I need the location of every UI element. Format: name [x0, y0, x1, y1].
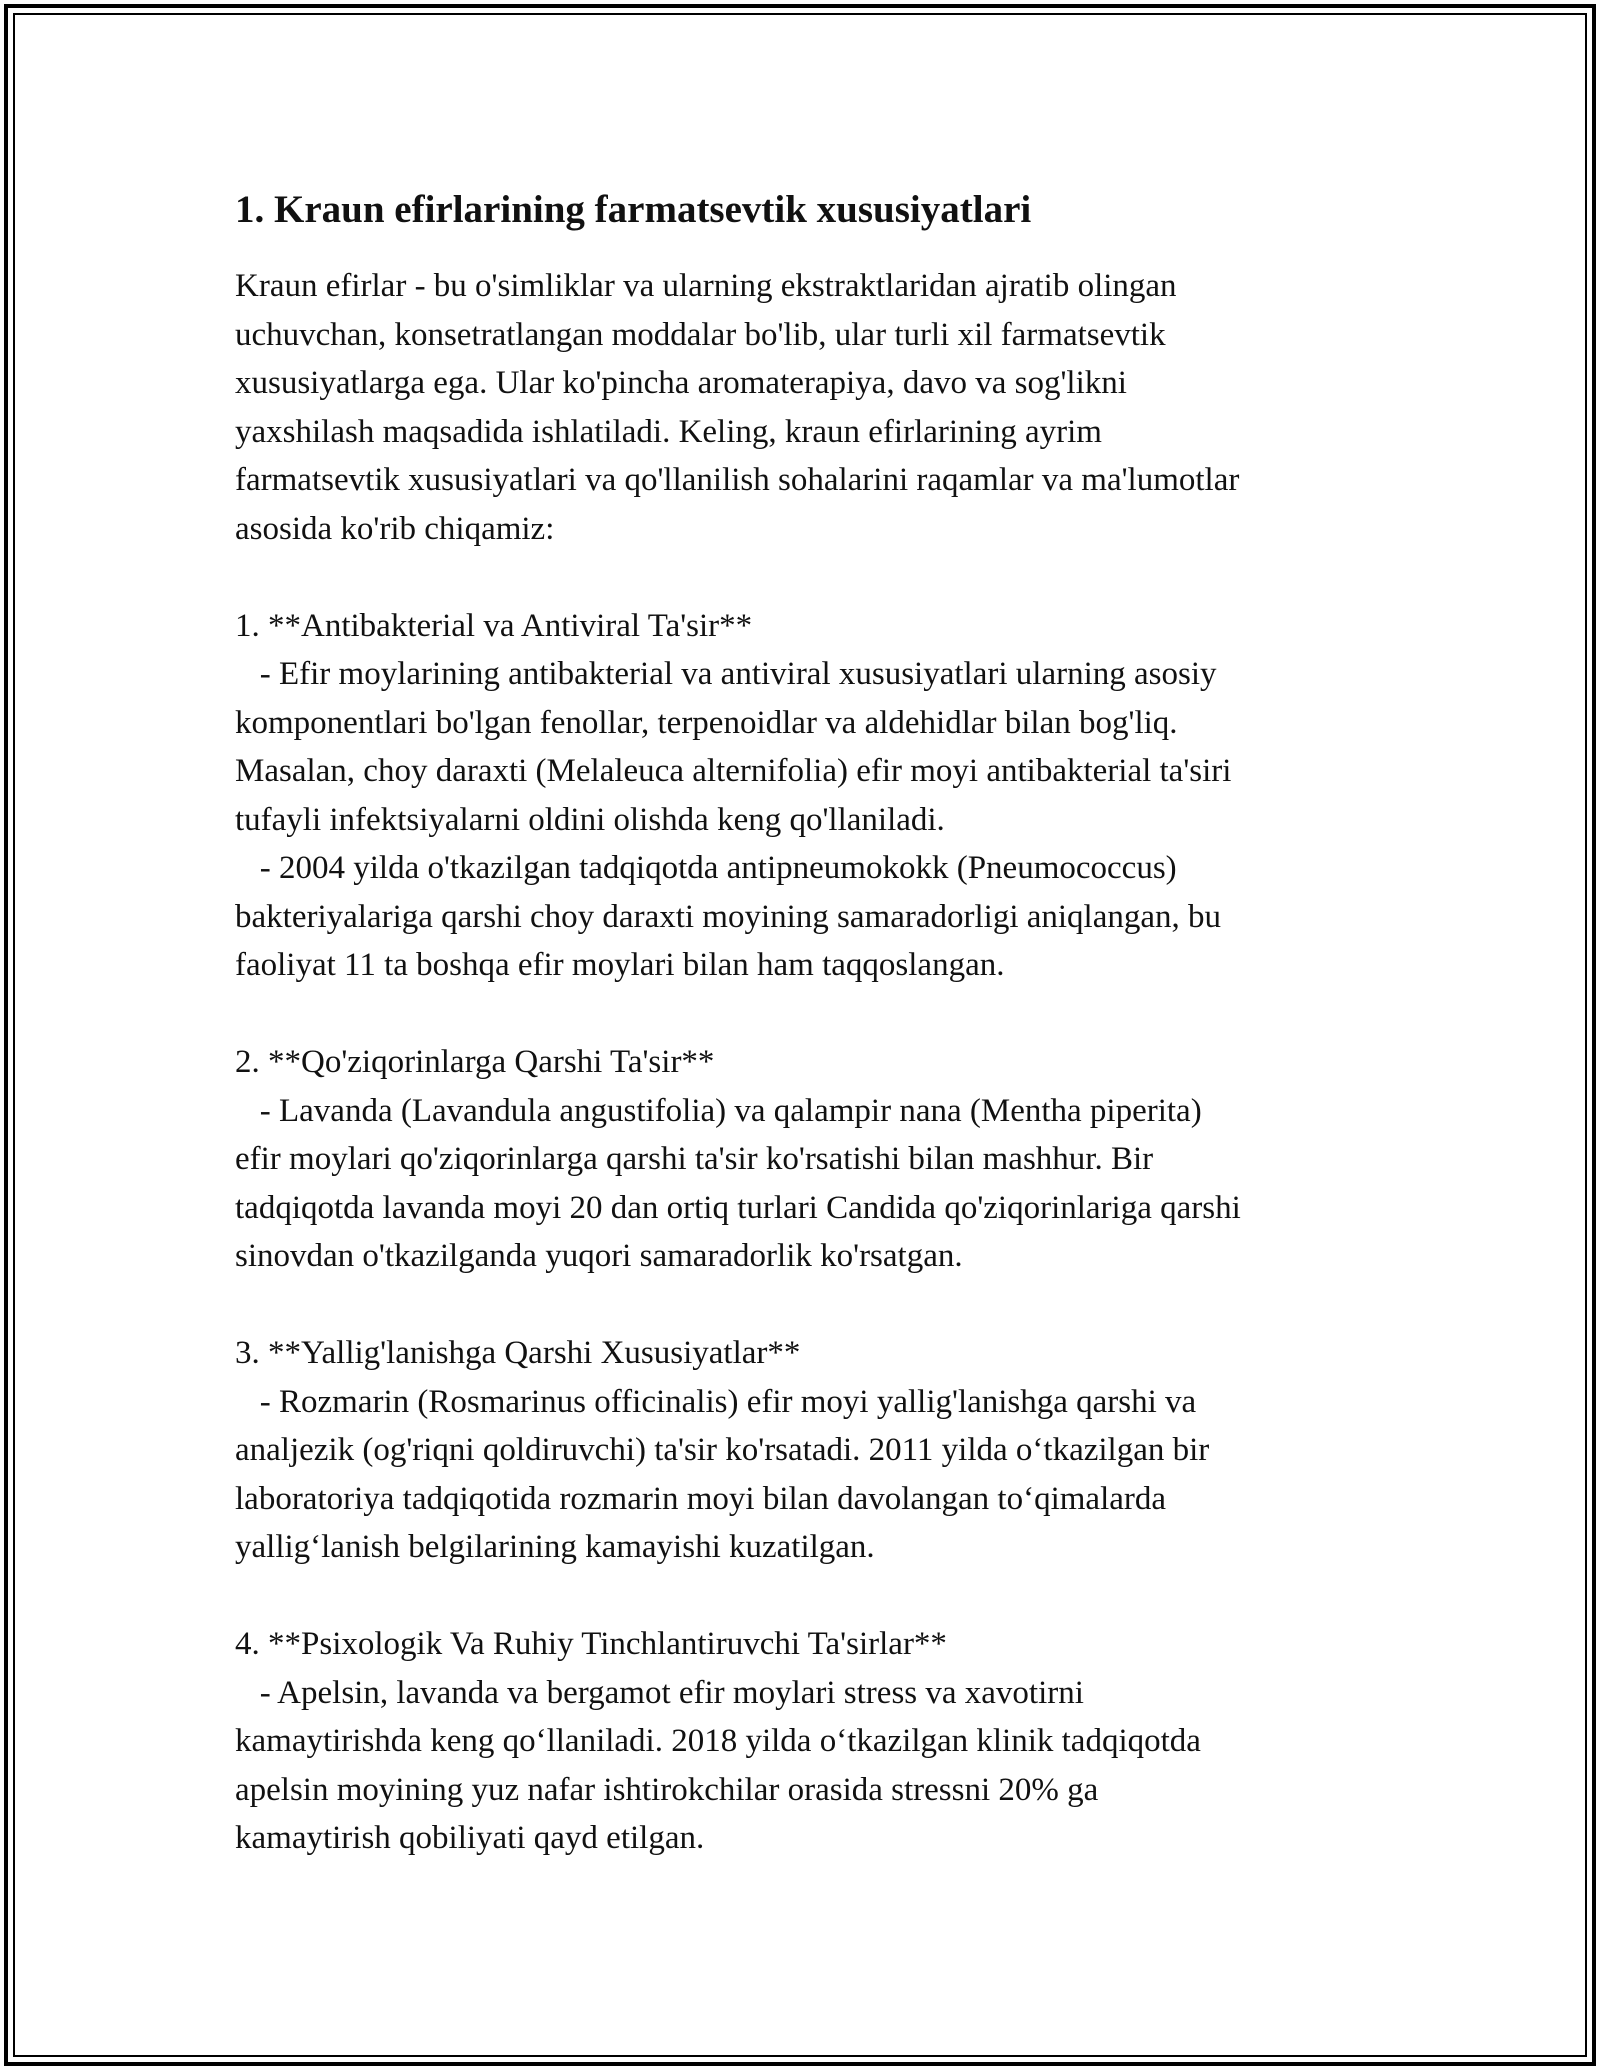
- document-title: 1. Kraun efirlarining farmatsevtik xususiyatlari: [235, 188, 1032, 231]
- document-body-text: Kraun efirlar - bu o'simliklar va ularning ekstraktlaridan ajratib olingan uchuvchan, konsetratlangan moddalar bo'lib, ular turli xil farmatsevtik xususiyatlarga ega. Ular ko'pincha aromaterapiya, davo va sog'likni yaxshilash maqsadida ishlatiladi. Keling, kraun efirlarining ayrim farmatsevtik xususiyatlari va qo'llanilish sohalarini raqamlar va ma'lumotlar asosida ko'rib chiqamiz: 1. **Antibakterial va Antiviral Ta'sir** - Efir moylarining antibakterial va antiviral xususiyatlari ularning asosiy komponentlari bo'lgan fenollar, terpenoidlar va aldehidlar bilan bog'liq. Masalan, choy daraxti (Melaleuca alternifolia) efir moyi antibakterial ta'siri tufayli infektsiyalarni oldini olishda keng qo'llaniladi. - 2004 yilda o'tkazilgan tadqiqotda antipneumokokk (Pneumococcus) bakteriyalariga qarshi choy daraxti moyining samaradorligi aniqlangan, bu faoliyat 11 ta boshqa efir moylari bilan ham taqqoslangan. 2. **Qo'ziqorinlarga Qarshi Ta'sir** - Lavanda (Lavandula angustifolia) va qalampir nana (Mentha piperita) efir moylari qo'ziqorinlarga qarshi ta'sir ko'rsatishi bilan mashhur. Bir tadqiqotda lavanda moyi 20 dan ortiq turlari Candida qo'ziqorinlariga qarshi sinovdan o'tkazilganda yuqori samaradorlik ko'rsatgan. 3. **Yallig'lanishga Qarshi Xususiyatlar** - Rozmarin (Rosmarinus officinalis) efir moyi yallig'lanishga qarshi va analjezik (og'riqni qoldiruvchi) ta'sir ko'rsatadi. 2011 yilda o‘tkazilgan bir laboratoriya tadqiqotida rozmarin moyi bilan davolangan to‘qimalarda yallig‘lanish belgilarining kamayishi kuzatilgan. 4. **Psixologik Va Ruhiy Tinchlantiruvchi Ta'sirlar** - Apelsin, lavanda va bergamot efir moylari stress va xavotirni kamaytirishda keng qo‘llaniladi. 2018 yilda o‘tkazilgan klinik tadqiqotda apelsin moyining yuz nafar ishtirokchilar orasida stressni 20% ga kamaytirish qobiliyati qayd etilgan.: [235, 268, 1241, 1856]
- document-content: [235, 186, 1365, 1863]
